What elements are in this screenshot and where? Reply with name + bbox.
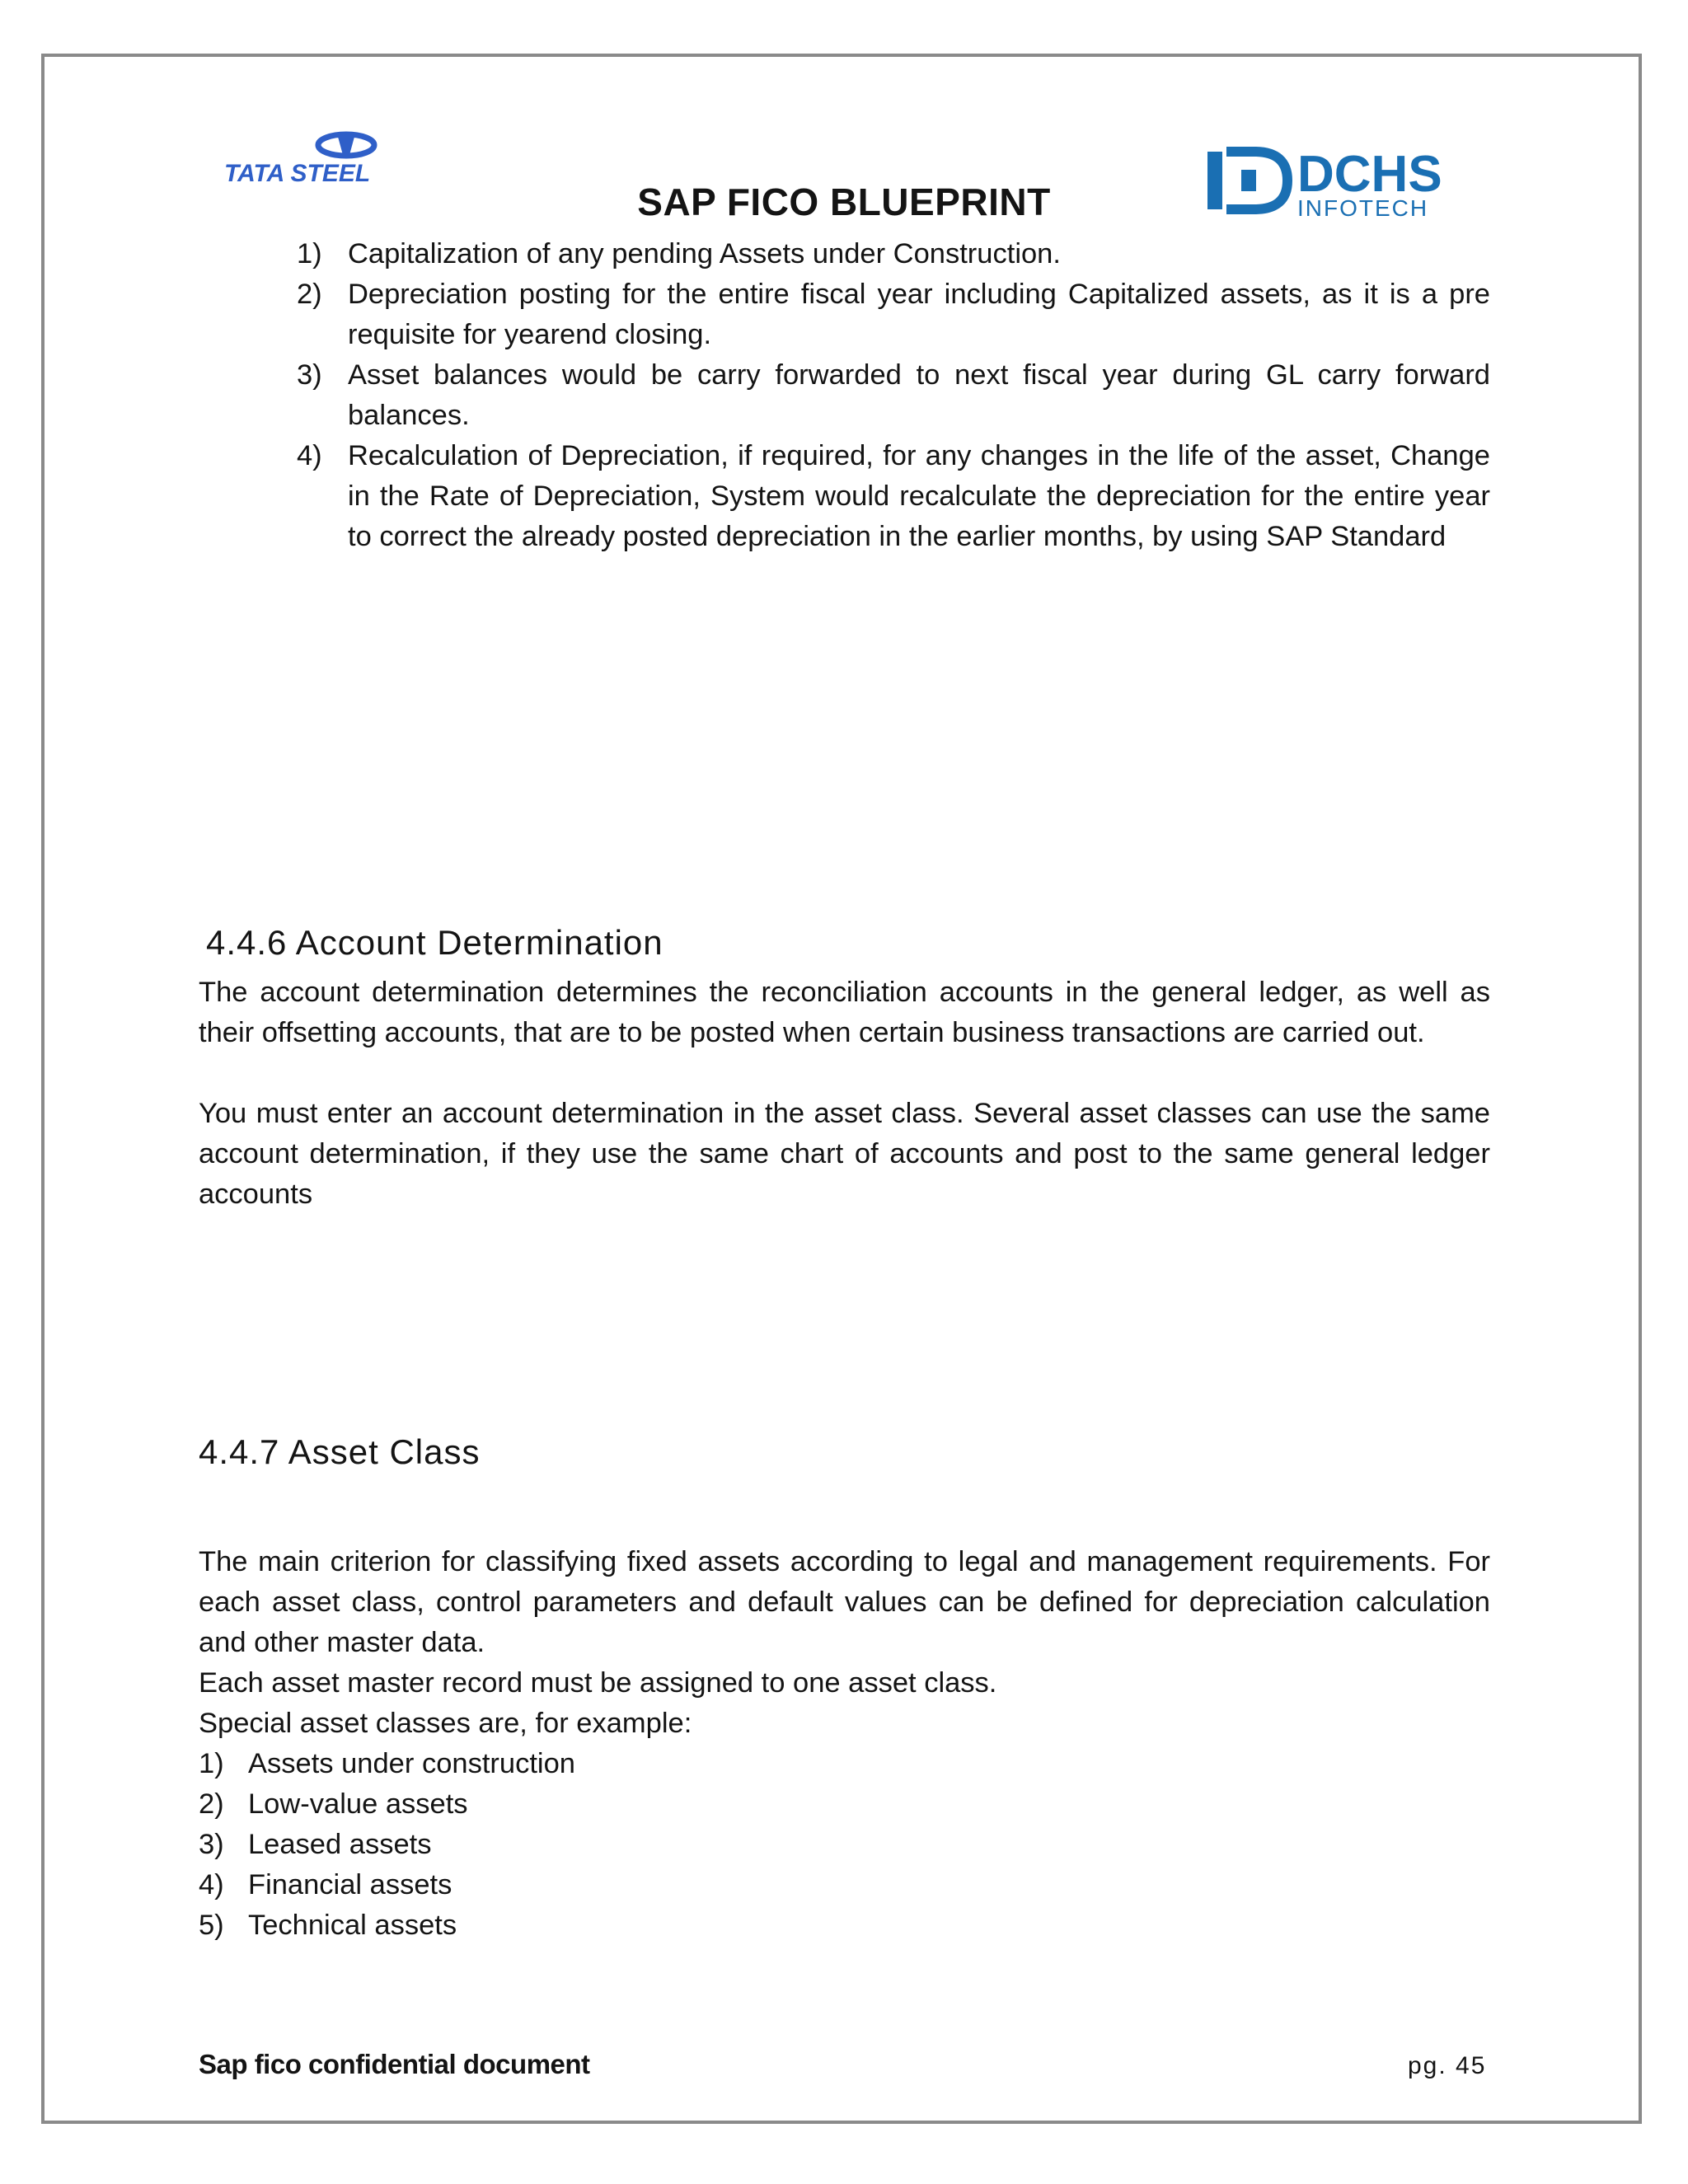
asset-class-paragraph: The main criterion for classifying fixed assets according to legal and management requirements. For each asset class, control parameters and default values can be defined for depreciation calculation and other master data. <box>199 1546 1490 1658</box>
list-number: 1) <box>199 1748 224 1779</box>
year-end-steps-list <box>297 234 1490 557</box>
dchs-logo-sub-text: INFOTECH <box>1297 195 1429 221</box>
list-number: 3) <box>199 1829 224 1860</box>
asset-class-line-2: Special asset classes are, for example: <box>199 1708 692 1739</box>
list-number: 4) <box>199 1869 224 1900</box>
list-number: 2) <box>297 279 322 310</box>
account-determination-paragraph-1: The account determination determines the reconciliation accounts in the general ledger, as well as their offsetting accounts, that are to be posted when certain business transactions are carried out. <box>199 977 1490 1048</box>
page-number: pg. 45 <box>1408 2052 1487 2079</box>
list-item <box>297 355 1490 436</box>
section-heading-account-determination: 4.4.6 Account Determination <box>206 923 663 962</box>
asset-class-line-1: Each asset master record must be assigned to one asset class. <box>199 1667 997 1699</box>
tata-steel-logo <box>223 130 462 185</box>
list-item-text: Asset balances would be carry forwarded to next fiscal year during GL carry forward balances. <box>348 359 1490 431</box>
list-item <box>199 1825 575 1865</box>
list-item-text: Financial assets <box>248 1869 452 1900</box>
list-item <box>297 234 1490 274</box>
list-item-text: Technical assets <box>248 1910 457 1941</box>
account-determination-paragraph-2: You must enter an account determination in the asset class. Several asset classes can use the same account determination, if they use the same chart of accounts and post to the same general ledger accounts <box>199 1098 1490 1210</box>
list-number: 3) <box>297 359 322 391</box>
list-item <box>297 436 1490 557</box>
list-item-text: Capitalization of any pending Assets under Construction. <box>348 238 1061 269</box>
footer-confidential-label: Sap fico confidential document <box>199 2049 590 2079</box>
dchs-logo-main-text: DCHS <box>1297 146 1442 203</box>
list-item <box>297 274 1490 355</box>
document-title: SAP FICO BLUEPRINT <box>637 180 1051 223</box>
list-number: 2) <box>199 1788 224 1820</box>
list-item <box>199 1744 575 1784</box>
list-item-text: Depreciation posting for the entire fiscal year including Capitalized assets, as it is a pre requisite for yearend closing. <box>348 279 1490 350</box>
list-item-text: Assets under construction <box>248 1748 575 1779</box>
tata-steel-logo-text: TATA STEEL <box>224 160 371 185</box>
list-number: 1) <box>297 238 322 269</box>
list-number: 5) <box>199 1910 224 1941</box>
section-heading-asset-class: 4.4.7 Asset Class <box>199 1432 481 1471</box>
list-item <box>199 1865 575 1905</box>
list-item-text: Low-value assets <box>248 1788 468 1820</box>
list-number: 4) <box>297 440 322 471</box>
list-item-text: Recalculation of Depreciation, if required, for any changes in the life of the asset, Change in the Rate of Depreciation, System would recalculate the depreciation for the entire year to correct the already posted depreciation in the earlier months, by using SAP Standard <box>348 440 1490 552</box>
list-item <box>199 1905 575 1946</box>
special-asset-classes-list <box>199 1744 575 1946</box>
list-item-text: Leased assets <box>248 1829 432 1860</box>
list-item <box>199 1784 575 1825</box>
